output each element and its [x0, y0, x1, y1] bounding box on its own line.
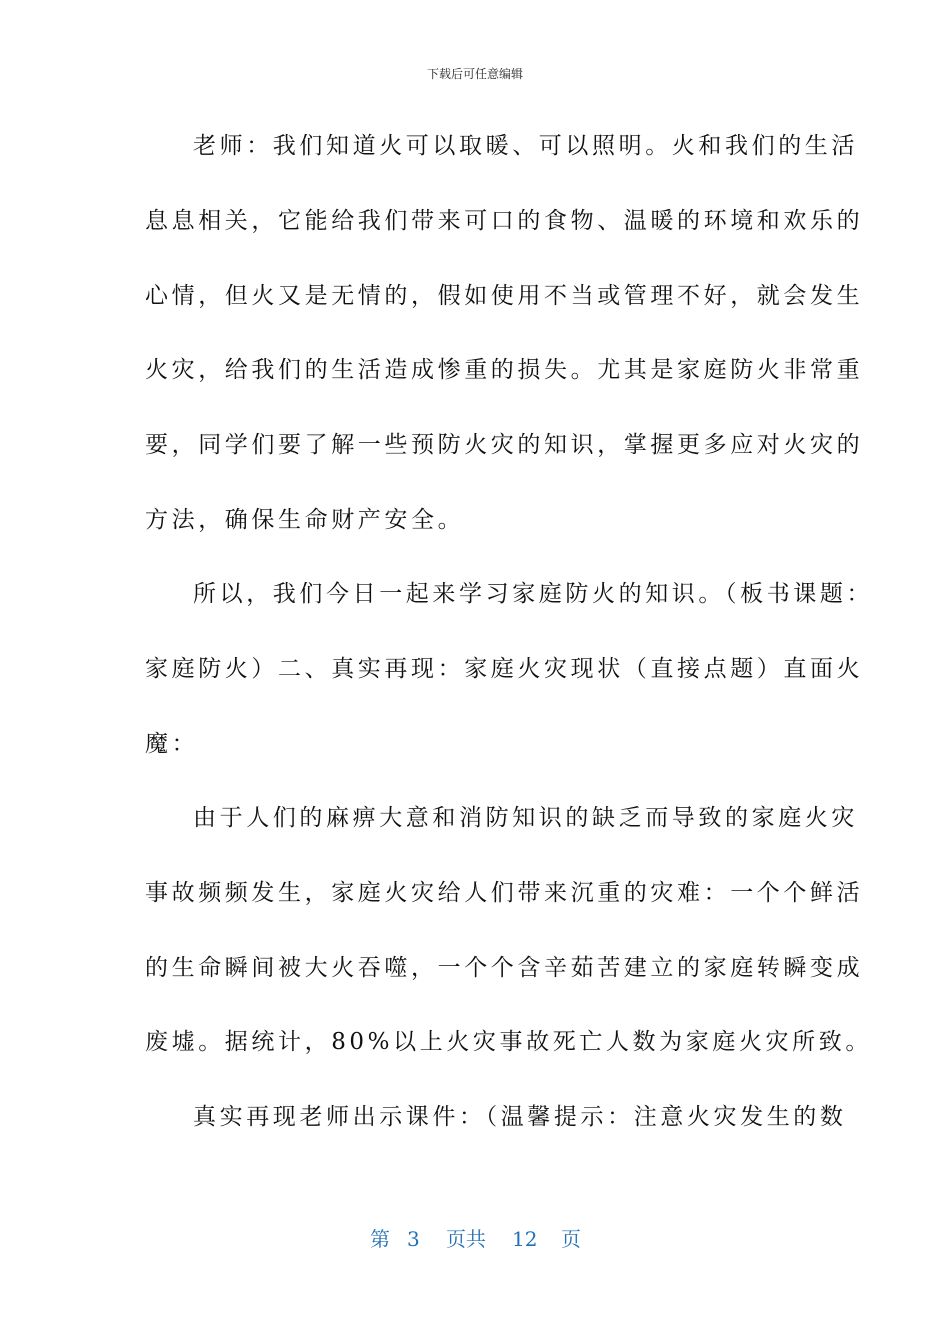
text-line: 要，同学们要了解一些预防火灾的知识，掌握更多应对火灾的: [145, 432, 864, 458]
text-line: 事故频频发生，家庭火灾给人们带来沉重的灾难：一个个鲜活: [145, 880, 864, 906]
text-line: 所以，我们今日一起来学习家庭防火的知识。（板书课题：: [193, 581, 874, 607]
footer-page-suffix: 页: [561, 1227, 581, 1251]
page-header-note: 下载后可任意编辑: [426, 67, 523, 81]
text-line: 废墟。据统计，80%以上火灾事故死亡人数为家庭火灾所致。: [145, 1029, 872, 1055]
text-line: 由于人们的麻痹大意和消防知识的缺乏而导致的家庭火灾: [193, 805, 858, 831]
footer-page-middle: 页共: [446, 1227, 486, 1251]
text-line: 息息相关，它能给我们带来可口的食物、温暖的环境和欢乐的: [145, 208, 864, 234]
footer-page-prefix: 第: [370, 1227, 390, 1251]
text-line: 心情，但火又是无情的，假如使用不当或管理不好，就会发生: [145, 283, 864, 309]
text-line: 老师：我们知道火可以取暖、可以照明。火和我们的生活: [193, 133, 858, 159]
footer-total-pages: 12: [512, 1227, 538, 1251]
text-line: 的生命瞬间被大火吞噬，一个个含辛茹苦建立的家庭转瞬变成: [145, 955, 864, 981]
page-footer: [0, 1226, 950, 1252]
text-line: 魔：: [145, 731, 199, 757]
text-line: 真实再现老师出示课件：（温馨提示：注意火灾发生的数: [193, 1104, 847, 1130]
text-line: 家庭防火）二、真实再现：家庭火灾现状（直接点题）直面火: [145, 656, 864, 682]
footer-current-page: 3: [407, 1227, 420, 1251]
text-line: 方法，确保生命财产安全。: [145, 507, 465, 533]
text-line: 火灾，给我们的生活造成惨重的损失。尤其是家庭防火非常重: [145, 357, 864, 383]
